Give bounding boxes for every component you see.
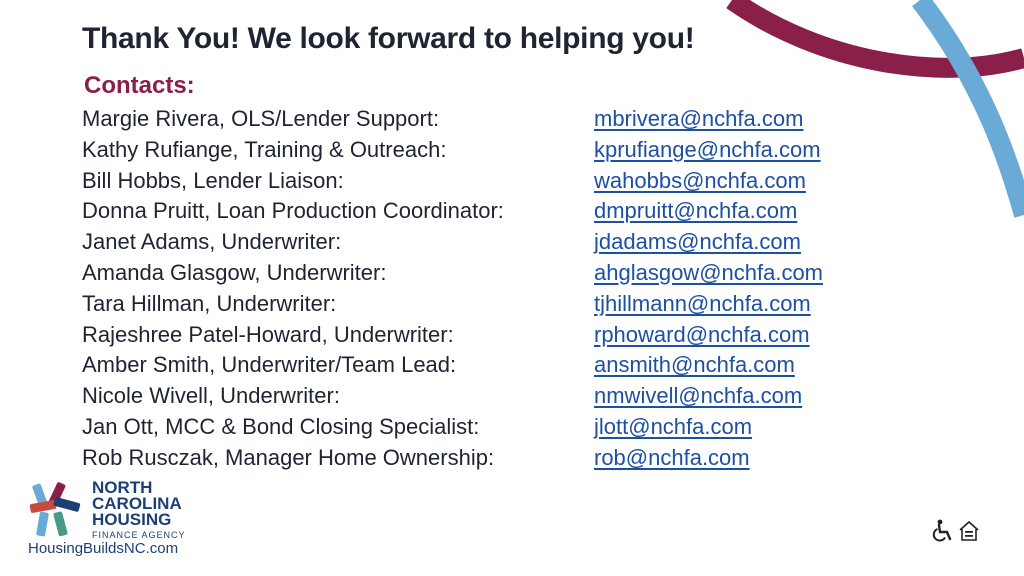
contact-name: Janet Adams, Underwriter:	[82, 229, 342, 255]
contact-row	[82, 350, 862, 381]
contact-email-link[interactable]: rphoward@nchfa.com	[594, 321, 810, 347]
contact-name: Amanda Glasgow, Underwriter:	[82, 259, 387, 285]
contact-name: Margie Rivera, OLS/Lender Support:	[82, 106, 440, 131]
contact-row	[82, 227, 862, 258]
contact-email-link[interactable]: kprufiange@nchfa.com	[594, 136, 821, 162]
contact-name: Rob Rusczak, Manager Home Ownership:	[82, 444, 495, 470]
contact-email-link[interactable]: jdadams@nchfa.com	[594, 229, 801, 255]
contact-name: Donna Pruitt, Loan Production Coordinator:	[82, 198, 504, 224]
contact-row	[82, 104, 862, 135]
contact-row	[82, 166, 862, 197]
contact-row	[82, 196, 862, 227]
contact-row	[82, 135, 862, 166]
contact-name: Tara Hillman, Underwriter:	[82, 290, 337, 316]
contacts-heading: Contacts:	[84, 72, 195, 99]
contact-email-link[interactable]: rob@nchfa.com	[594, 444, 750, 470]
logo-agency: FINANCE AGENCY	[92, 530, 186, 540]
contact-email-link[interactable]: wahobbs@nchfa.com	[594, 167, 806, 193]
page-title: Thank You! We look forward to helping you!	[82, 22, 695, 55]
contact-row	[82, 320, 862, 351]
blue-arc	[920, 0, 1024, 215]
logo-org-line: CAROLINA	[92, 494, 182, 513]
maroon-arc	[732, 0, 1024, 68]
contact-row	[82, 412, 862, 443]
logo-url: HousingBuildsNC.com	[28, 540, 179, 557]
logo-org-line: HOUSING	[92, 510, 172, 529]
contact-email-link[interactable]: jlott@nchfa.com	[594, 413, 753, 439]
logo-org-line: NORTH	[92, 478, 153, 497]
contact-email-link[interactable]: ahglasgow@nchfa.com	[594, 259, 824, 285]
contact-email-link[interactable]: dmpruitt@nchfa.com	[594, 198, 798, 224]
logo-mark-icon	[24, 480, 88, 540]
nchfa-logo	[22, 478, 202, 570]
contact-email-link[interactable]: ansmith@nchfa.com	[594, 352, 795, 378]
logo-org-name	[92, 480, 182, 528]
wheelchair-icon	[932, 519, 954, 543]
contact-email-link[interactable]: tjhillmann@nchfa.com	[594, 290, 811, 316]
contact-row	[82, 381, 862, 412]
contact-email-link[interactable]: nmwivell@nchfa.com	[594, 383, 803, 409]
contact-email-link[interactable]: mbrivera@nchfa.com	[594, 106, 804, 131]
contact-name: Kathy Rufiange, Training & Outreach:	[82, 136, 447, 162]
contact-row	[82, 289, 862, 320]
contact-name: Jan Ott, MCC & Bond Closing Specialist:	[82, 413, 480, 439]
contact-name: Nicole Wivell, Underwriter:	[82, 383, 340, 409]
contact-name: Rajeshree Patel-Howard, Underwriter:	[82, 321, 454, 347]
equal-housing-icon	[958, 520, 980, 542]
contact-row	[82, 258, 862, 289]
contact-row	[82, 443, 862, 474]
contact-name: Amber Smith, Underwriter/Team Lead:	[82, 352, 457, 378]
contact-name: Bill Hobbs, Lender Liaison:	[82, 167, 344, 193]
accessibility-badges	[932, 518, 980, 544]
contact-list	[82, 104, 862, 474]
